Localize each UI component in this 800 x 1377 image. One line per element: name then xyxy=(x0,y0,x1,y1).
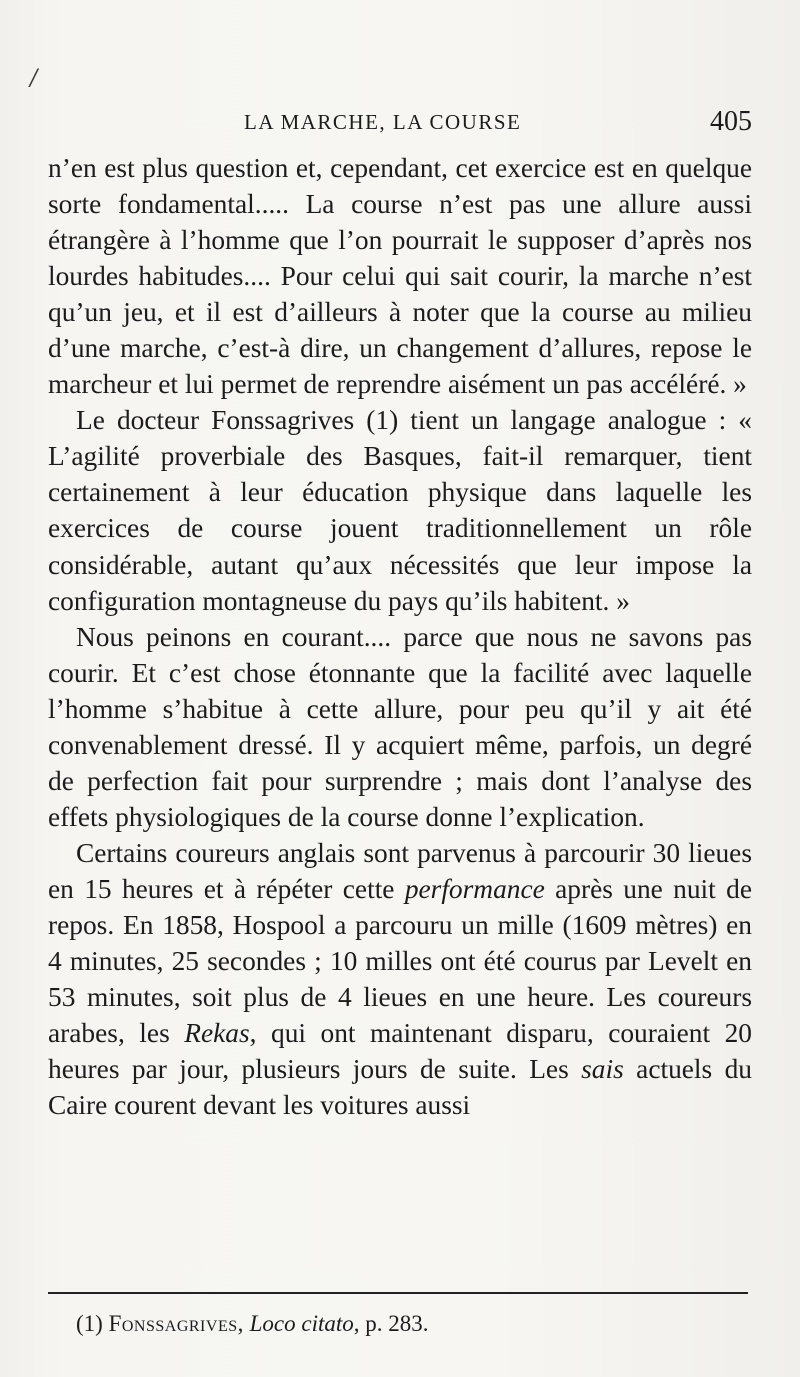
text-segment: Le docteur Fonssagrives (1) tient un langage analogue : « L’agilité proverbiale des Basques, fait-il remarquer, tient certainement à leur éducation physique dans laquelle les exercices de course jouent traditionnellement un rôle considérable, autant qu’aux nécessités que leur impose la configuration montagneuse du pays qu’ils habitent. » xyxy=(48,405,752,616)
text-segment: après une nuit de repos. En 1858, Hospool a parcouru un mille (1609 mètres) en 4 minutes, 25 secondes ; 10 milles ont été courus par Levelt en 53 minutes, soit plus de 4 lieues en une heure. Les coureurs arabes, les xyxy=(48,873,752,1049)
body-text xyxy=(48,150,752,1123)
footnote-work: Loco citato xyxy=(249,1311,354,1336)
text-segment: Certains coureurs anglais sont parvenus à parcourir 30 lieues en 15 heures et à répéter cette xyxy=(48,837,752,904)
text-segment: Nous peinons en courant.... parce que nous ne savons pas courir. Et c’est chose étonnante que la facilité avec laquelle l’homme s’habitue à cette allure, pour peu qu’il y ait été convenablement dressé. Il y acquiert même, parfois, un degré de perfection fait pour surprendre ; mais dont l’analyse des effets physiologiques de la course donne l’explication. xyxy=(48,621,752,832)
text-segment: n’en est plus question et, cependant, cet exercice est en quelque sorte fondamental..... La course n’est pas une allure aussi étrangère à l’homme que l’on pourrait le supposer d’après nos lourdes habitudes.... Pour celui qui sait courir, la marche n’est qu’un jeu, et il est d’ailleurs à noter que la course au milieu d’une marche, c’est-à dire, un changement d’allures, repose le marcheur et lui permet de reprendre aisément un pas accéléré. » xyxy=(48,153,752,400)
footnote-author: Fonssagrives, xyxy=(108,1311,244,1336)
text-segment: , qui ont maintenant disparu, couraient 20 heures par jour, plusieurs jours de suite. Les xyxy=(48,1018,752,1085)
footnote xyxy=(76,1310,429,1338)
page-number: 405 xyxy=(710,106,752,137)
paragraph xyxy=(48,150,752,402)
footnote-marker: (1) xyxy=(76,1311,103,1336)
text-segment: actuels du Caire courent devant les voitures aussi xyxy=(48,1054,752,1121)
running-head xyxy=(48,106,752,142)
footnote-rule xyxy=(48,1292,748,1294)
italic-text: sais xyxy=(581,1054,624,1085)
paragraph xyxy=(48,619,752,835)
italic-text: performance xyxy=(404,873,545,904)
footnote-rest: , p. 283. xyxy=(353,1311,429,1336)
running-title: LA MARCHE, LA COURSE xyxy=(244,110,522,134)
paragraph xyxy=(48,835,752,1123)
paragraph xyxy=(48,402,752,618)
italic-text: Rekas xyxy=(184,1018,250,1049)
margin-mark: / xyxy=(30,66,38,91)
